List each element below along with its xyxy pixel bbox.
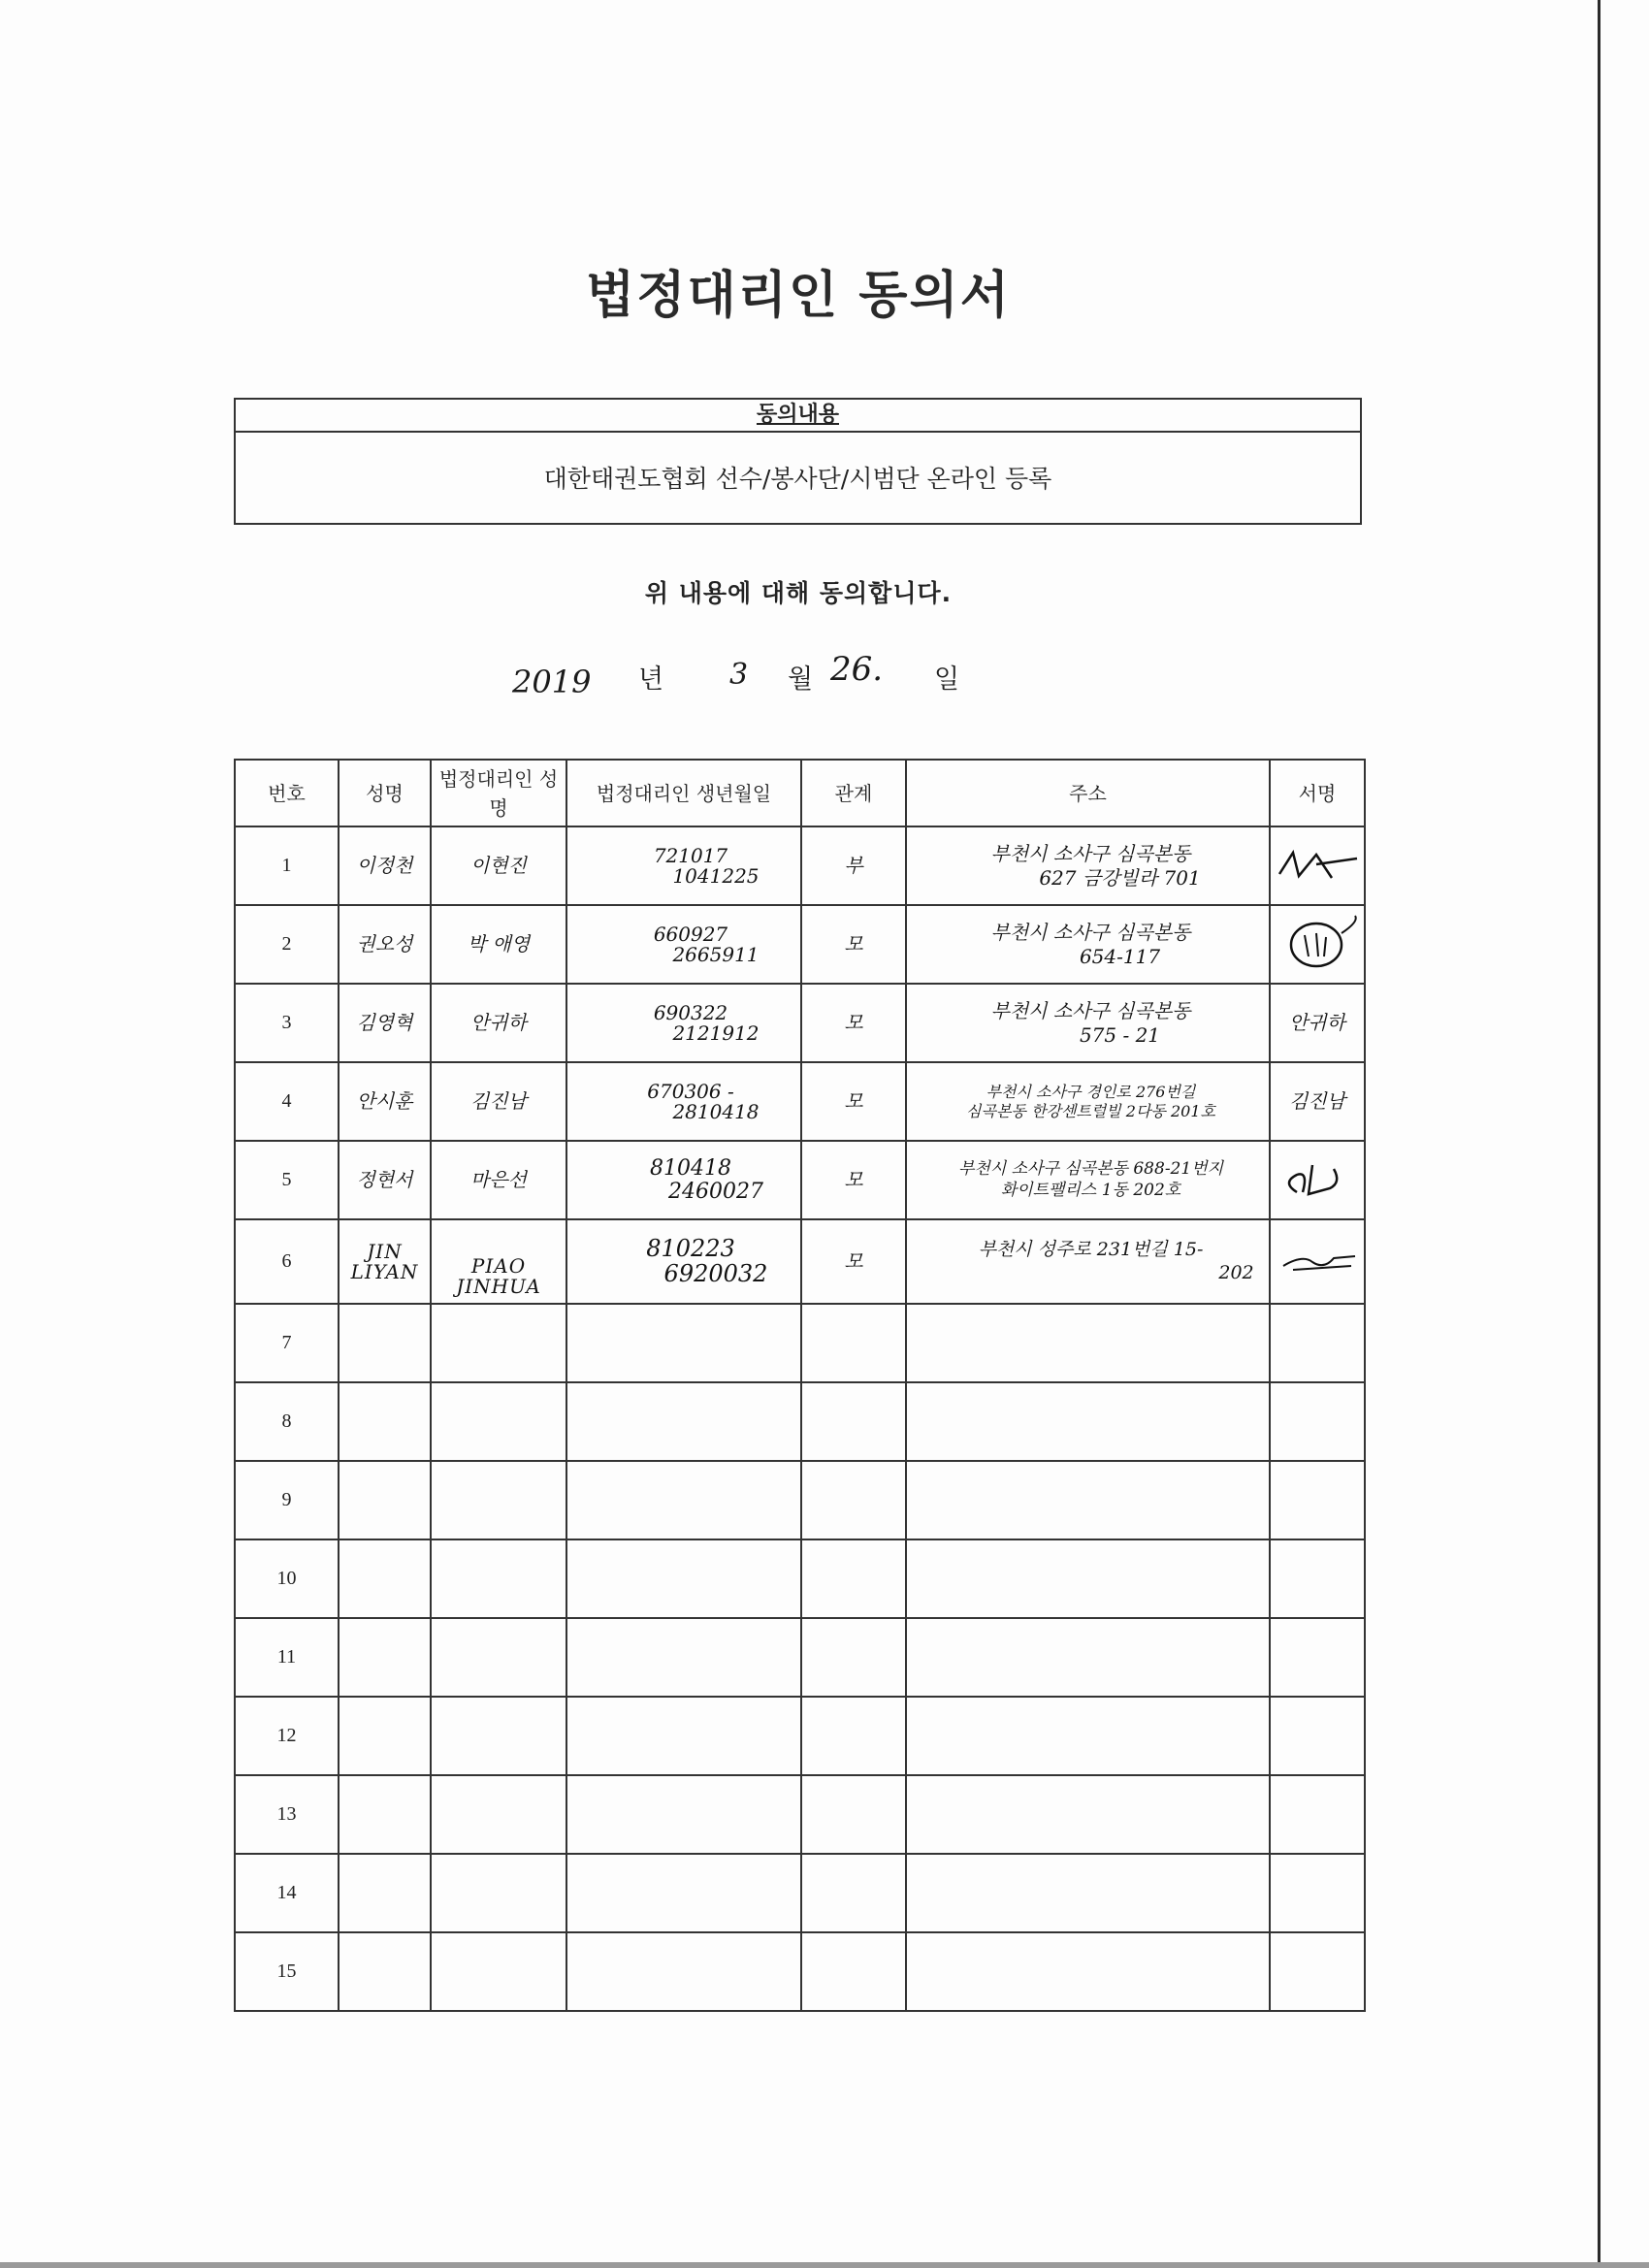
signature [1270, 1141, 1365, 1219]
date-year-unit: 년 [638, 664, 664, 695]
address: 부천시 소사구 경인로 276번길 심곡본동 한강센트럴빌 2다동 201호 [906, 1062, 1270, 1141]
table-row [235, 1932, 1365, 2011]
consent-box [234, 398, 1362, 525]
row-number: 12 [235, 1697, 339, 1775]
row-number: 10 [235, 1539, 339, 1618]
document-title: 법정대리인 동의서 [586, 267, 1011, 325]
table-row [235, 905, 1365, 984]
handwritten-signature [1274, 835, 1361, 893]
row-number: 3 [235, 984, 339, 1062]
guardian-name: 박 애영 [431, 905, 566, 984]
guardian-birth: 670306 - 2810418 [566, 1062, 801, 1141]
row-number: 5 [235, 1141, 339, 1219]
handwritten-signature [1274, 1241, 1361, 1280]
row-number: 1 [235, 826, 339, 905]
address: 부천시 소사구 심곡본동 627 금강빌라 701 [906, 826, 1270, 905]
student-name: 이정천 [339, 826, 431, 905]
table-row [235, 1382, 1365, 1461]
student-name: 정현서 [339, 1141, 431, 1219]
address: 부천시 성주로 231번길 15- 202 [906, 1219, 1270, 1304]
guardian-name: 마은선 [431, 1141, 566, 1219]
header-guardian-name: 법정대리인 성명 [431, 760, 566, 826]
relation: 모 [801, 905, 906, 984]
consent-header: 동의내용 [236, 400, 1360, 433]
table-row [235, 1304, 1365, 1382]
table-row [235, 984, 1365, 1062]
header-address: 주소 [906, 760, 1270, 826]
table-row [235, 1854, 1365, 1932]
signature [1270, 1219, 1365, 1304]
relation: 모 [801, 1141, 906, 1219]
row-number: 9 [235, 1461, 339, 1539]
table-row [235, 1697, 1365, 1775]
date-day: 26. [830, 650, 884, 689]
guardian-birth: 660927 2665911 [566, 905, 801, 984]
row-number: 2 [235, 905, 339, 984]
date-day-unit: 일 [934, 664, 960, 695]
table-header-row [235, 760, 1365, 826]
student-name: 권오성 [339, 905, 431, 984]
date-month: 3 [729, 658, 749, 692]
relation: 모 [801, 1062, 906, 1141]
agreement-text: 위 내용에 대해 동의합니다. [644, 579, 953, 607]
student-name: 김영혁 [339, 984, 431, 1062]
signature: 안귀하 [1270, 984, 1365, 1062]
table-row [235, 1141, 1365, 1219]
row-number: 6 [235, 1219, 339, 1304]
table-row [235, 1618, 1365, 1697]
handwritten-signature [1274, 914, 1361, 972]
header-no: 번호 [235, 760, 339, 826]
relation: 모 [801, 984, 906, 1062]
row-number: 13 [235, 1775, 339, 1854]
table-row [235, 1219, 1365, 1304]
handwritten-signature [1274, 1150, 1361, 1208]
guardian-birth: 810223 6920032 [566, 1219, 801, 1304]
guardian-name: 김진남 [431, 1062, 566, 1141]
signature: 김진남 [1270, 1062, 1365, 1141]
scan-edge-bottom [0, 2262, 1649, 2268]
student-name: JIN LIYAN [339, 1219, 431, 1304]
table-row [235, 1461, 1365, 1539]
row-number: 14 [235, 1854, 339, 1932]
row-number: 8 [235, 1382, 339, 1461]
table-row [235, 1062, 1365, 1141]
header-name: 성명 [339, 760, 431, 826]
consent-body: 대한태권도협회 선수/봉사단/시범단 온라인 등록 [543, 465, 1052, 493]
signature [1270, 826, 1365, 905]
guardian-birth: 721017 1041225 [566, 826, 801, 905]
guardian-birth: 690322 2121912 [566, 984, 801, 1062]
header-signature: 서명 [1270, 760, 1365, 826]
guardian-name: 이현진 [431, 826, 566, 905]
address: 부천시 소사구 심곡본동 575 - 21 [906, 984, 1270, 1062]
address: 부천시 소사구 심곡본동 688-21번지 화이트팰리스 1동 202호 [906, 1141, 1270, 1219]
address: 부천시 소사구 심곡본동 654-117 [906, 905, 1270, 984]
relation: 모 [801, 1219, 906, 1304]
student-name: 안시훈 [339, 1062, 431, 1141]
scan-edge [1598, 0, 1600, 2268]
signature [1270, 905, 1365, 984]
date-month-unit: 월 [788, 664, 814, 695]
guardian-name: PIAO JINHUA [431, 1219, 566, 1304]
table-row [235, 826, 1365, 905]
row-number: 7 [235, 1304, 339, 1382]
date-year: 2019 [512, 664, 592, 700]
registration-table [234, 759, 1366, 2012]
row-number: 15 [235, 1932, 339, 2011]
header-relation: 관계 [801, 760, 906, 826]
guardian-birth: 810418 2460027 [566, 1141, 801, 1219]
table-row [235, 1775, 1365, 1854]
guardian-name: 안귀하 [431, 984, 566, 1062]
row-number: 4 [235, 1062, 339, 1141]
table-row [235, 1539, 1365, 1618]
header-guardian-birth: 법정대리인 생년월일 [566, 760, 801, 826]
row-number: 11 [235, 1618, 339, 1697]
relation: 부 [801, 826, 906, 905]
